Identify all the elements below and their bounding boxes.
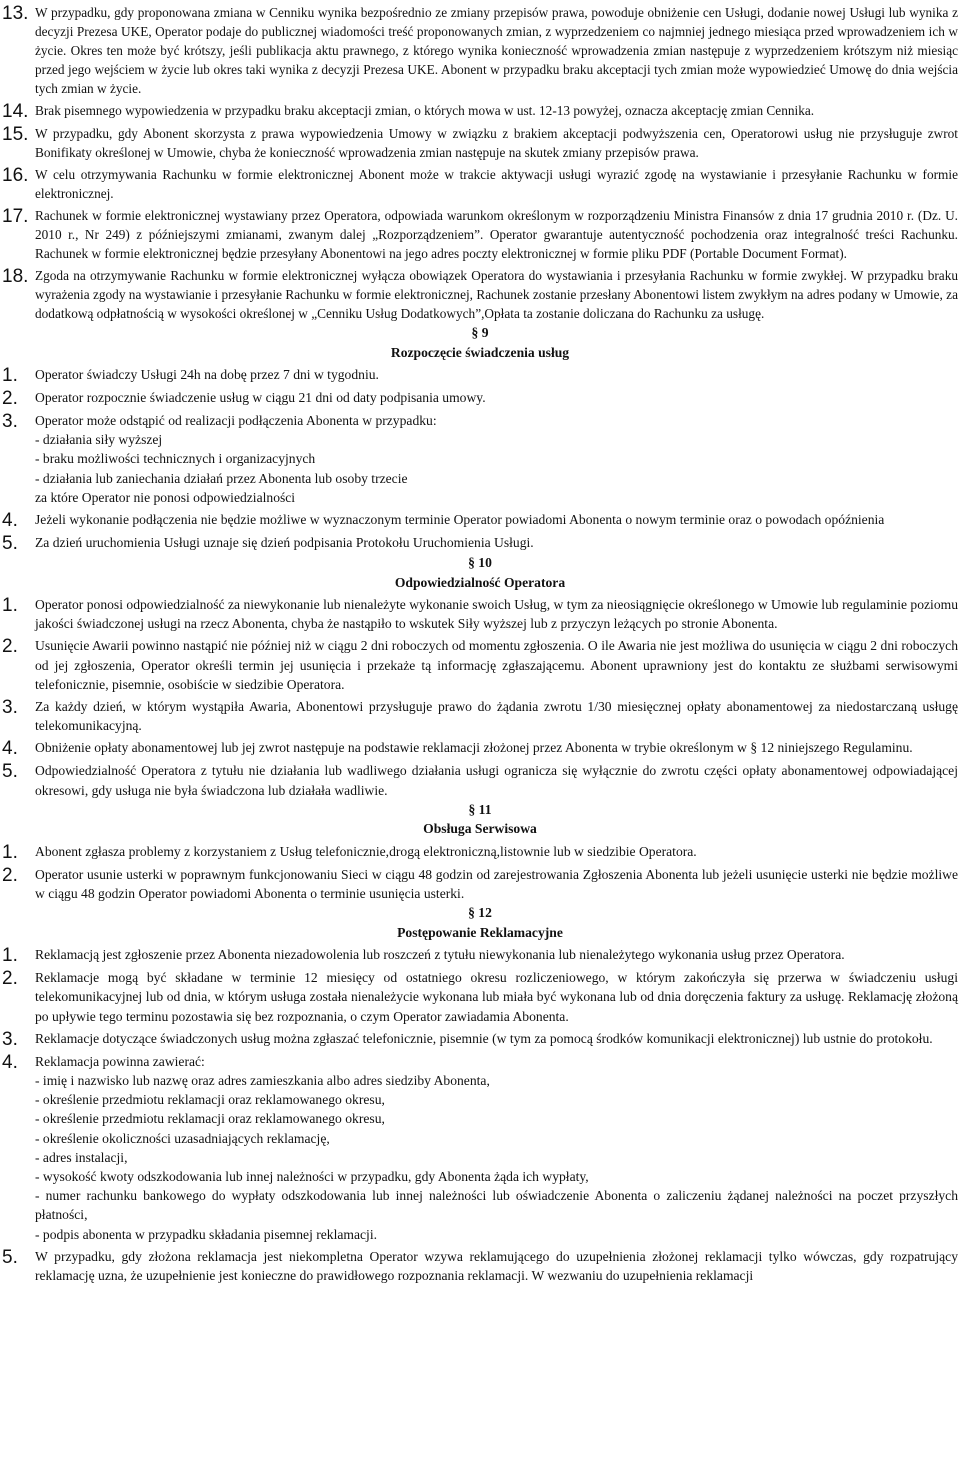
sub-item: - określenie przedmiotu reklamacji oraz reklamowanego okresu,	[35, 1092, 385, 1108]
item-number: 2.	[2, 388, 18, 409]
item-text: W przypadku, gdy proponowana zmiana w Cenniku wynika bezpośrednio ze zmiany przepisów prawa, powoduje obniżenie cen Usługi, dodanie nowej Usługi lub wynika z decyzji Prezesa UKE, Operator podaje do publicznej wiadomości treść proponowanych zmian, z wyprzedzeniem co najmniej jednego miesiąca przed wprowadzeniem ich w życie. Okres ten może być krótszy, jeśli publikacja aktu prawnego, z którego wynika konieczność wprowadzenia zmian następuje z wyprzedzeniem krótszym niż miesiąc przed jego wejściem w życie lub okres taki wynika z decyzji Prezesa UKE. Abonent w przypadku braku akceptacji tych zmian może wypowiedzieć Umowę do dnia wejścia tych zmian w życie.	[35, 5, 958, 96]
sub-item: - podpis abonenta w przypadku składania pisemnej reklamacji.	[35, 1226, 378, 1242]
list-item	[2, 595, 958, 633]
sub-item: - numer rachunku bankowego do wypłaty odszkodowania lub innej należności lub oświadczenie Abonenta o zaliczeniu żądanej należności na poczet przyszłych płatności,	[35, 1188, 958, 1223]
item-number: 5.	[2, 1246, 18, 1268]
item-text: Operator świadczy Usługi 24h na dobę przez 7 dni w tygodniu.	[35, 367, 379, 382]
item-text: Brak pisemnego wypowiedzenia w przypadku braku akceptacji zmian, o których mowa w ust. 12-13 powyżej, oznacza akceptację zmian Cennika.	[35, 103, 815, 118]
item-number: 5.	[2, 761, 18, 783]
item-text: Za dzień uruchomienia Usługi uznaje się dzień podpisania Protokołu Uruchomienia Usługi.	[35, 535, 534, 551]
list-item	[2, 1247, 958, 1285]
item-text: Usunięcie Awarii powinno nastąpić nie później niż w ciągu 2 dni roboczych od momentu zgłoszenia. O ile Awaria nie jest możliwa do usunięcia w ciągu 2 dni roboczych od jej zgłoszenia, Operator określi termin jej usunięcia i przekaże tą informację zgłaszającemu. Abonent uprawniony jest do kontaktu ze służbami serwisowymi telefonicznie, pisemnie, osobiście w siedzibie Operatora.	[35, 638, 958, 692]
sub-item: - określenie okoliczności uzasadniających reklamację,	[35, 1130, 330, 1146]
sub-item: - braku możliwości technicznych i organizacyjnych	[35, 451, 316, 467]
item-text: Zgoda na otrzymywanie Rachunku w formie elektronicznej wyłącza obowiązek Operatora do wystawiania i przesyłania Rachunku w formie zwykłej. W przypadku braku wyrażenia zgody na wystawianie i przesyłanie Rachunku w formie elektronicznej, Rachunek zostanie przesłany Abonentowi listem zwykłym na adres podany w Umowie, za dodatkową odpłatnością w wysokości określonej w „Cenniku Usług Dodatkowych”,Opłata ta zostanie doliczana do Rachunku za usługę.	[35, 268, 958, 321]
section-10	[2, 553, 958, 800]
section-11	[2, 800, 958, 903]
item-number: 4.	[2, 738, 18, 760]
item-text: W przypadku, gdy Abonent skorzysta z prawa wypowiedzenia Umowy w związku z brakiem akceptacji podwyższenia cen, Operatorowi usług nie przysługuje zwrot Bonifikaty określonej w Umowie, chyba że konieczność wprowadzenia zmian następuje na skutek zmiany przepisów prawa.	[35, 126, 958, 160]
sub-item: - działania lub zaniechania działań przez Abonenta lub osoby trzecie	[35, 470, 408, 486]
list-item	[2, 697, 958, 735]
item-text: Reklamacją jest zgłoszenie przez Abonenta niezadowolenia lub roszczeń z tytułu niewykonania lub nienależytego wykonania usług przez Operatora.	[35, 947, 845, 963]
item-number: 1.	[2, 365, 18, 386]
item-number: 13.	[2, 3, 29, 24]
item-number: 17.	[2, 206, 29, 227]
sub-item: - imię i nazwisko lub nazwę oraz adres zamieszkania albo adres siedziby Abonenta,	[35, 1073, 490, 1089]
list-item	[2, 1029, 958, 1049]
item-text: Obniżenie opłaty abonamentowej lub jej zwrot następuje na podstawie reklamacji złożonej przez Abonenta w trybie określonym w § 12 niniejszego Regulaminu.	[35, 740, 913, 756]
list-item	[2, 365, 958, 385]
item-number: 3.	[2, 411, 18, 432]
list-item	[2, 1052, 958, 1244]
list-item	[2, 165, 958, 203]
item-number: 4.	[2, 1051, 18, 1073]
item-body	[35, 411, 958, 507]
list-item	[2, 3, 958, 98]
list-item	[2, 411, 958, 507]
section-12	[2, 903, 958, 1285]
item-number: 18.	[2, 266, 29, 287]
item-text: Odpowiedzialność Operatora z tytułu nie działania lub wadliwego działania usługi ogranicza się wyłącznie do zwrotu części opłaty abonamentowej odpowiadającej okresowi, gdy usługa nie była świadczona lub działała wadliwie.	[35, 763, 958, 798]
document-page	[2, 0, 958, 1285]
sub-item: - działania siły wyższej	[35, 432, 163, 448]
item-text: W przypadku, gdy złożona reklamacja jest niekompletna Operator wzywa reklamującego do uzupełnienia złożonej reklamacji tylko wówczas, gdy rozpatrujący reklamację uzna, że uzupełnienie jest konieczne do prawidłowego rozpoznania reklamacji. W wezwaniu do uzupełnienia reklamacji	[35, 1248, 958, 1284]
item-text: W celu otrzymywania Rachunku w formie elektronicznej Abonent może w trakcie aktywacji usługi wyrazić zgodę na wystawianie i przesyłanie Rachunku w formie elektronicznej.	[35, 167, 958, 201]
list-item	[2, 266, 958, 323]
section-number: § 11	[468, 801, 492, 817]
item-number: 2.	[2, 968, 18, 990]
list-item	[2, 510, 958, 530]
list-item	[2, 842, 958, 862]
section-number: § 10	[468, 555, 492, 571]
item-number: 2.	[2, 864, 18, 886]
item-number: 14.	[2, 101, 29, 122]
list-item	[2, 101, 958, 121]
item-number: 16.	[2, 165, 29, 186]
sub-item: za które Operator nie ponosi odpowiedzialności	[35, 489, 296, 505]
list-item	[2, 968, 958, 1026]
list-item	[2, 636, 958, 694]
section-number: § 9	[471, 325, 489, 340]
item-number: 3.	[2, 1028, 18, 1050]
item-text: Rachunek w formie elektronicznej wystawiany przez Operatora, odpowiada warunkom określonym w rozporządzeniu Ministra Finansów z dnia 17 grudnia 2010 r. (Dz. U. 2010 r., Nr 249) z późniejszymi zmianami, zwanym dalej „Rozporządzeniem”. Operator gwarantuje autentyczność pochodzenia oraz integralność treści Rachunku. Rachunek w formie elektronicznej będzie przesyłany Abonentowi na jego adres poczty elektronicznej w formie pliku PDF (Portable Document Format).	[35, 208, 958, 261]
section-title: Odpowiedzialność Operatora	[394, 574, 566, 590]
item-number: 5.	[2, 533, 18, 555]
item-text: Reklamacje mogą być składane w terminie 12 miesięcy od ostatniego okresu rozliczeniowego, w którym zakończyła się przerwa w świadczeniu usługi telekomunikacyjnej lub od dnia, w którym usługa została nienależycie wykonana lub miała być wykonana lub od dnia doręczenia faktury za usługę. Reklamację złożoną po upływie tego terminu pozostawia się bez rozpoznania, o czym Operator zawiadamia Abonenta.	[35, 970, 958, 1024]
item-number: 3.	[2, 697, 18, 719]
list-item	[2, 738, 958, 758]
list-item	[2, 761, 958, 799]
item-text: Reklamacja powinna zawierać:	[35, 1053, 205, 1069]
section-title: Postępowanie Reklamacyjne	[397, 924, 563, 940]
sub-item: - wysokość kwoty odszkodowania lub innej należności w przypadku, gdy Abonenta żąda ich wypłaty,	[35, 1169, 589, 1185]
section-title: Obsługa Serwisowa	[423, 821, 537, 837]
sub-item: - adres instalacji,	[35, 1149, 128, 1165]
item-text: Operator może odstąpić od realizacji podłączenia Abonenta w przypadku:	[35, 413, 437, 428]
item-number: 1.	[2, 595, 18, 617]
item-text: Operator usunie usterki w poprawnym funkcjonowaniu Sieci w ciągu 48 godzin od zarejestrowania Zgłoszenia Abonenta lub jeżeli usunięcie usterki nie będzie możliwe w ciągu 48 godzin Operator powiadomi Abonenta o terminie usunięcia usterki.	[35, 866, 958, 902]
item-number: 1.	[2, 841, 18, 863]
item-text: Abonent zgłasza problemy z korzystaniem z Usług telefonicznie,drogą elektroniczną,listownie lub w siedzibie Operatora.	[35, 843, 697, 859]
item-text: Operator rozpocznie świadczenie usług w ciągu 21 dni od daty podpisania umowy.	[35, 390, 486, 405]
sub-item: - określenie przedmiotu reklamacji oraz reklamowanego okresu,	[35, 1111, 385, 1127]
item-text: Za każdy dzień, w którym wystąpiła Awaria, Abonentowi przysługuje prawo do żądania zwrotu 1/30 miesięcznej opłaty abonamentowej za niedostarczaną usługę telekomunikacyjną.	[35, 699, 958, 734]
item-text: Jeżeli wykonanie podłączenia nie będzie możliwe w wyznaczonym terminie Operator powiadomi Abonenta o nowym terminie oraz o powodach opóźnienia	[35, 512, 885, 528]
section-8-continuation	[2, 3, 958, 323]
section-9	[2, 323, 958, 553]
section-number: § 12	[468, 905, 492, 921]
item-number: 15.	[2, 124, 29, 145]
item-number: 1.	[2, 945, 18, 967]
list-item	[2, 388, 958, 408]
section-title: Rozpoczęcie świadczenia usług	[390, 344, 570, 360]
list-item	[2, 865, 958, 903]
item-text: Reklamacje dotyczące świadczonych usług można zgłaszać telefonicznie, pisemnie (w tym za pomocą środków komunikacji elektronicznej) lub ustnie do protokołu.	[35, 1030, 933, 1046]
list-item	[2, 206, 958, 263]
list-item	[2, 124, 958, 162]
list-item	[2, 533, 958, 553]
item-body	[35, 1052, 958, 1244]
item-number: 2.	[2, 636, 18, 658]
item-number: 4.	[2, 510, 18, 532]
list-item	[2, 945, 958, 965]
item-text: Operator ponosi odpowiedzialność za niewykonanie lub nienależyte wykonanie swoich Usług, w tym za nieosiągnięcie określonego w Umowie lub regulaminie poziomu jakości świadczonej usługi na rzecz Abonenta, chyba że nastąpiło to wskutek Siły wyższej lub z przyczyn leżących po stronie Abonenta.	[35, 597, 958, 632]
